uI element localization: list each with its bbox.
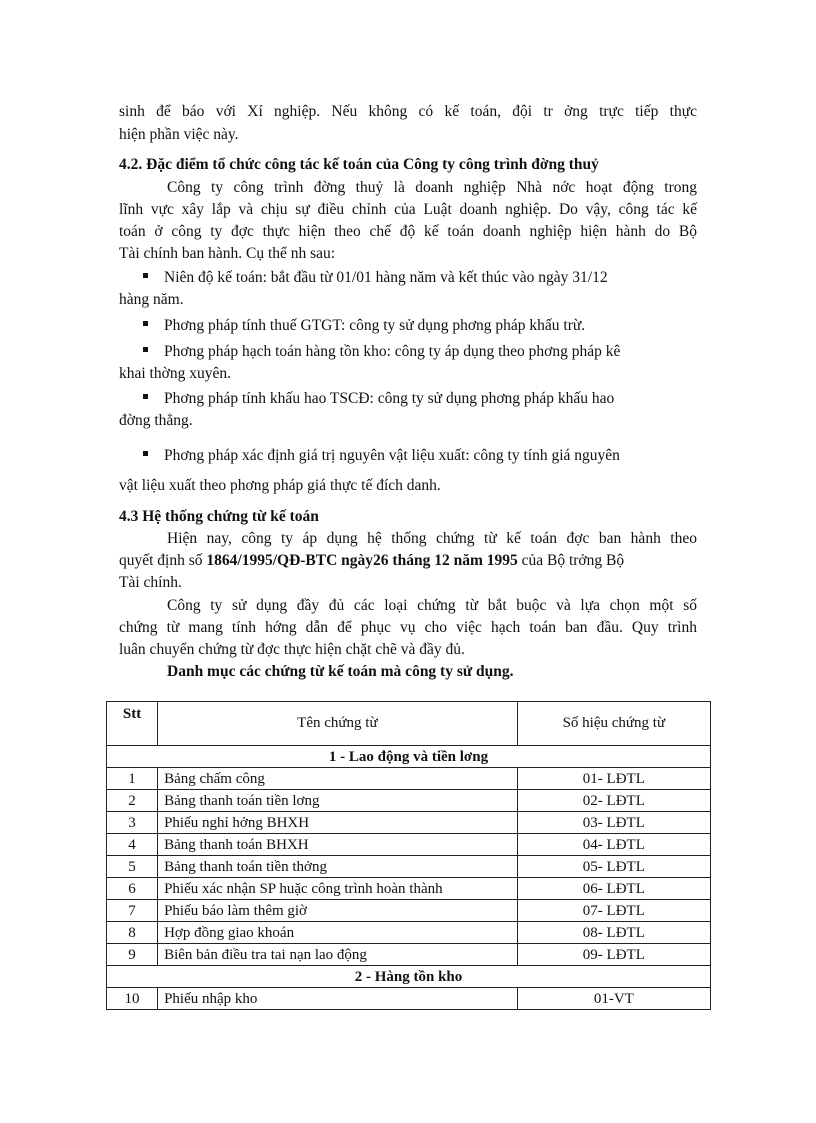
table-row (107, 812, 711, 834)
cell-name: Biên bản điều tra tai nạn lao động (158, 944, 518, 966)
bullet-text: Phơng pháp xác định giá trị nguyên vật liệu xuất: công ty tính giá nguyên (164, 447, 620, 464)
bullet-3-continuation: khai thờng xuyên. (119, 365, 231, 382)
paragraph-4-4-line-2: chứng từ mang tính hớng dẫn để phục vụ cho việc hạch toán ban đầu. Quy trình (119, 619, 697, 636)
cell-name: Bảng chấm công (158, 768, 518, 790)
table-header-row (107, 702, 711, 746)
bullet-item-1 (143, 268, 608, 288)
cell-name: Phiếu nghỉ hởng BHXH (158, 812, 518, 834)
bullet-icon (143, 273, 148, 278)
header-stt: Stt (107, 702, 158, 746)
cell-name: Hợp đồng giao khoán (158, 922, 518, 944)
table-row (107, 878, 711, 900)
bullet-text: Phơng pháp tính thuế GTGT: công ty sử dụng phơng pháp khấu trừ. (164, 317, 586, 334)
cell-name: Bảng thanh toán tiền thởng (158, 856, 518, 878)
table-body (107, 746, 711, 1010)
group-label: 1 - Lao động và tiền lơng (107, 746, 711, 768)
decision-prefix: quyết định số (119, 552, 207, 569)
header-name: Tên chứng từ (158, 702, 518, 746)
table-caption: Danh mục các chứng từ kế toán mà công ty sử dụng. (167, 663, 514, 680)
group-row-labor (107, 746, 711, 768)
header-code: Số hiệu chứng từ (517, 702, 710, 746)
cell-code: 03- LĐTL (517, 812, 710, 834)
cell-stt: 1 (107, 768, 158, 790)
cell-name: Phiếu báo làm thêm giờ (158, 900, 518, 922)
decision-suffix: của Bộ trởng Bộ (517, 552, 625, 569)
bullet-4-continuation: đờng thẳng. (119, 412, 193, 429)
bullet-text: Phơng pháp hạch toán hàng tồn kho: công ty áp dụng theo phơng pháp kê (164, 343, 621, 360)
table-row (107, 856, 711, 878)
paragraph-4-2-line-3: toán ở công ty đợc thực hiện theo chế độ kế toán doanh nghiệp hiện hành do Bộ (119, 223, 697, 240)
intro-line-1: sinh để báo với Xí nghiệp. Nếu không có kế toán, đội tr ởng trực tiếp thực (119, 103, 697, 120)
bullet-item-2 (143, 316, 585, 336)
cell-stt: 10 (107, 988, 158, 1010)
bullet-1-continuation: hàng năm. (119, 291, 184, 308)
bullet-icon (143, 347, 148, 352)
cell-code: 04- LĐTL (517, 834, 710, 856)
cell-stt: 7 (107, 900, 158, 922)
table-row (107, 768, 711, 790)
bullet-5-continuation: vật liệu xuất theo phơng pháp giá thực tế đích danh. (119, 477, 441, 494)
cell-name: Phiếu nhập kho (158, 988, 518, 1010)
paragraph-4-4-line-3: luân chuyển chứng từ đợc thực hiện chặt chẽ và đầy đủ. (119, 641, 465, 658)
cell-code: 02- LĐTL (517, 790, 710, 812)
cell-code: 01-VT (517, 988, 710, 1010)
cell-code: 09- LĐTL (517, 944, 710, 966)
documents-table (106, 701, 711, 1010)
cell-name: Bảng thanh toán tiền lơng (158, 790, 518, 812)
table-row (107, 922, 711, 944)
paragraph-4-2-line-1: Công ty công trình đờng thuỷ là doanh nghiệp Nhà nớc hoạt động trong (167, 179, 697, 196)
cell-stt: 8 (107, 922, 158, 944)
paragraph-4-2-line-4: Tài chính ban hành. Cụ thể nh sau: (119, 245, 336, 262)
paragraph-4-3-line-2 (119, 551, 624, 571)
paragraph-4-2-line-2: lĩnh vực xây lắp và chịu sự điều chỉnh của Luật doanh nghiệp. Do vậy, công tác kế (119, 201, 697, 218)
bullet-item-5 (143, 446, 620, 466)
table-row (107, 944, 711, 966)
cell-code: 08- LĐTL (517, 922, 710, 944)
table-row (107, 790, 711, 812)
paragraph-4-3-line-3: Tài chính. (119, 574, 182, 591)
cell-name: Bảng thanh toán BHXH (158, 834, 518, 856)
intro-line-2: hiện phần việc này. (119, 126, 239, 143)
table-row (107, 834, 711, 856)
cell-stt: 5 (107, 856, 158, 878)
cell-name: Phiếu xác nhận SP huặc công trình hoàn thành (158, 878, 518, 900)
section-heading-4-2: 4.2. Đặc điểm tổ chức công tác kế toán của Công ty công trình đờng thuỷ (119, 156, 599, 173)
cell-code: 05- LĐTL (517, 856, 710, 878)
cell-code: 01- LĐTL (517, 768, 710, 790)
bullet-item-4 (143, 389, 614, 409)
cell-stt: 2 (107, 790, 158, 812)
decision-number: 1864/1995/QĐ-BTC ngày26 tháng 12 năm 1995 (206, 552, 518, 569)
table-row (107, 988, 711, 1010)
paragraph-4-4-line-1: Công ty sử dụng đầy đủ các loại chứng từ bắt buộc và lựa chọn một số (167, 597, 697, 614)
bullet-icon (143, 451, 148, 456)
cell-stt: 3 (107, 812, 158, 834)
cell-stt: 4 (107, 834, 158, 856)
cell-code: 07- LĐTL (517, 900, 710, 922)
cell-code: 06- LĐTL (517, 878, 710, 900)
bullet-text: Niên độ kế toán: bắt đầu từ 01/01 hàng năm và kết thúc vào ngày 31/12 (164, 269, 608, 286)
paragraph-4-3-line-1: Hiện nay, công ty áp dụng hệ thống chứng từ kế toán đợc ban hành theo (167, 530, 697, 547)
bullet-text: Phơng pháp tính khấu hao TSCĐ: công ty sử dụng phơng pháp khấu hao (164, 390, 615, 407)
group-row-inventory (107, 966, 711, 988)
bullet-item-3 (143, 342, 620, 362)
cell-stt: 6 (107, 878, 158, 900)
bullet-icon (143, 321, 148, 326)
group-label: 2 - Hàng tồn kho (107, 966, 711, 988)
table-row (107, 900, 711, 922)
bullet-icon (143, 394, 148, 399)
cell-stt: 9 (107, 944, 158, 966)
section-heading-4-3: 4.3 Hệ thống chứng từ kế toán (119, 508, 319, 525)
